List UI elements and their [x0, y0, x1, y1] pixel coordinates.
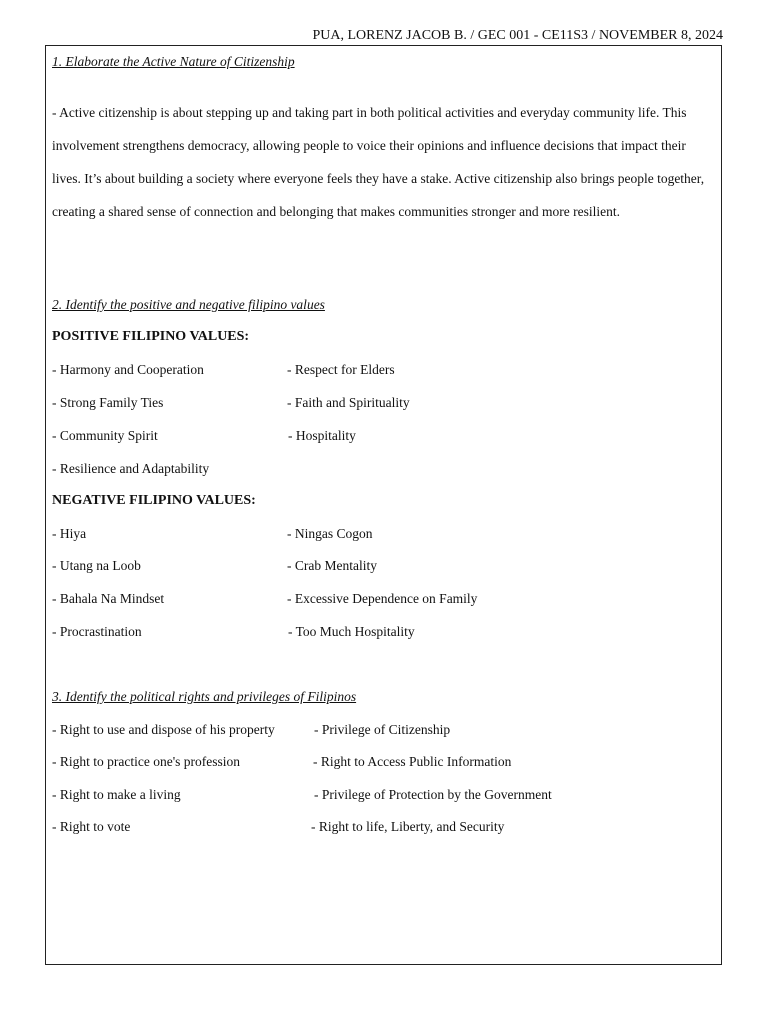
negative-value-item: - Procrastination: [52, 624, 142, 639]
question-3-title: 3. Identify the political rights and privileges of Filipinos: [52, 689, 357, 704]
privilege-item: - Right to Access Public Information: [313, 754, 512, 769]
privilege-item: - Right to life, Liberty, and Security: [311, 819, 505, 834]
right-item: - Right to make a living: [52, 787, 181, 802]
question-1-answer: [52, 96, 716, 228]
negative-value-item: - Bahala Na Mindset: [52, 591, 165, 606]
negative-value-item: - Too Much Hospitality: [288, 624, 415, 639]
answer-box: [45, 45, 722, 965]
privilege-item: - Privilege of Citizenship: [314, 722, 451, 737]
right-item: - Right to use and dispose of his property: [52, 722, 275, 737]
positive-value-item: - Respect for Elders: [287, 362, 395, 377]
right-item: - Right to practice one's profession: [52, 754, 241, 769]
right-item: - Right to vote: [52, 819, 131, 834]
document-header: PUA, LORENZ JACOB B. / GEC 001 - CE11S3 / NOVEMBER 8, 2024: [312, 28, 723, 43]
positive-values-heading: POSITIVE FILIPINO VALUES:: [52, 329, 250, 344]
negative-value-item: - Hiya: [52, 526, 87, 541]
positive-value-item: - Community Spirit: [52, 428, 158, 443]
negative-values-heading: NEGATIVE FILIPINO VALUES:: [52, 493, 256, 508]
positive-value-item: - Hospitality: [288, 428, 356, 443]
positive-value-item: - Harmony and Cooperation: [52, 362, 204, 377]
negative-value-item: - Ningas Cogon: [287, 526, 373, 541]
negative-value-item: - Excessive Dependence on Family: [287, 591, 478, 606]
question-1-paragraph: - Active citizenship is about stepping up and taking part in both political activities and everyday community life. This involvement strengthens democracy, allowing people to voice their opinions and influence decisions that impact their lives. It’s about building a society where everyone feels they have a stake. Active citizenship also brings people together, creating a shared sense of connection and belonging that makes communities stronger and more resilient.: [52, 105, 705, 219]
negative-value-item: - Utang na Loob: [52, 558, 141, 573]
question-2-title: 2. Identify the positive and negative filipino values: [52, 297, 325, 312]
positive-value-item: - Faith and Spirituality: [287, 395, 410, 410]
privilege-item: - Privilege of Protection by the Government: [314, 787, 552, 802]
negative-value-item: - Crab Mentality: [287, 558, 377, 573]
question-1-title: 1. Elaborate the Active Nature of Citizenship: [52, 54, 295, 69]
positive-value-item: - Resilience and Adaptability: [52, 461, 210, 476]
positive-value-item: - Strong Family Ties: [52, 395, 164, 410]
